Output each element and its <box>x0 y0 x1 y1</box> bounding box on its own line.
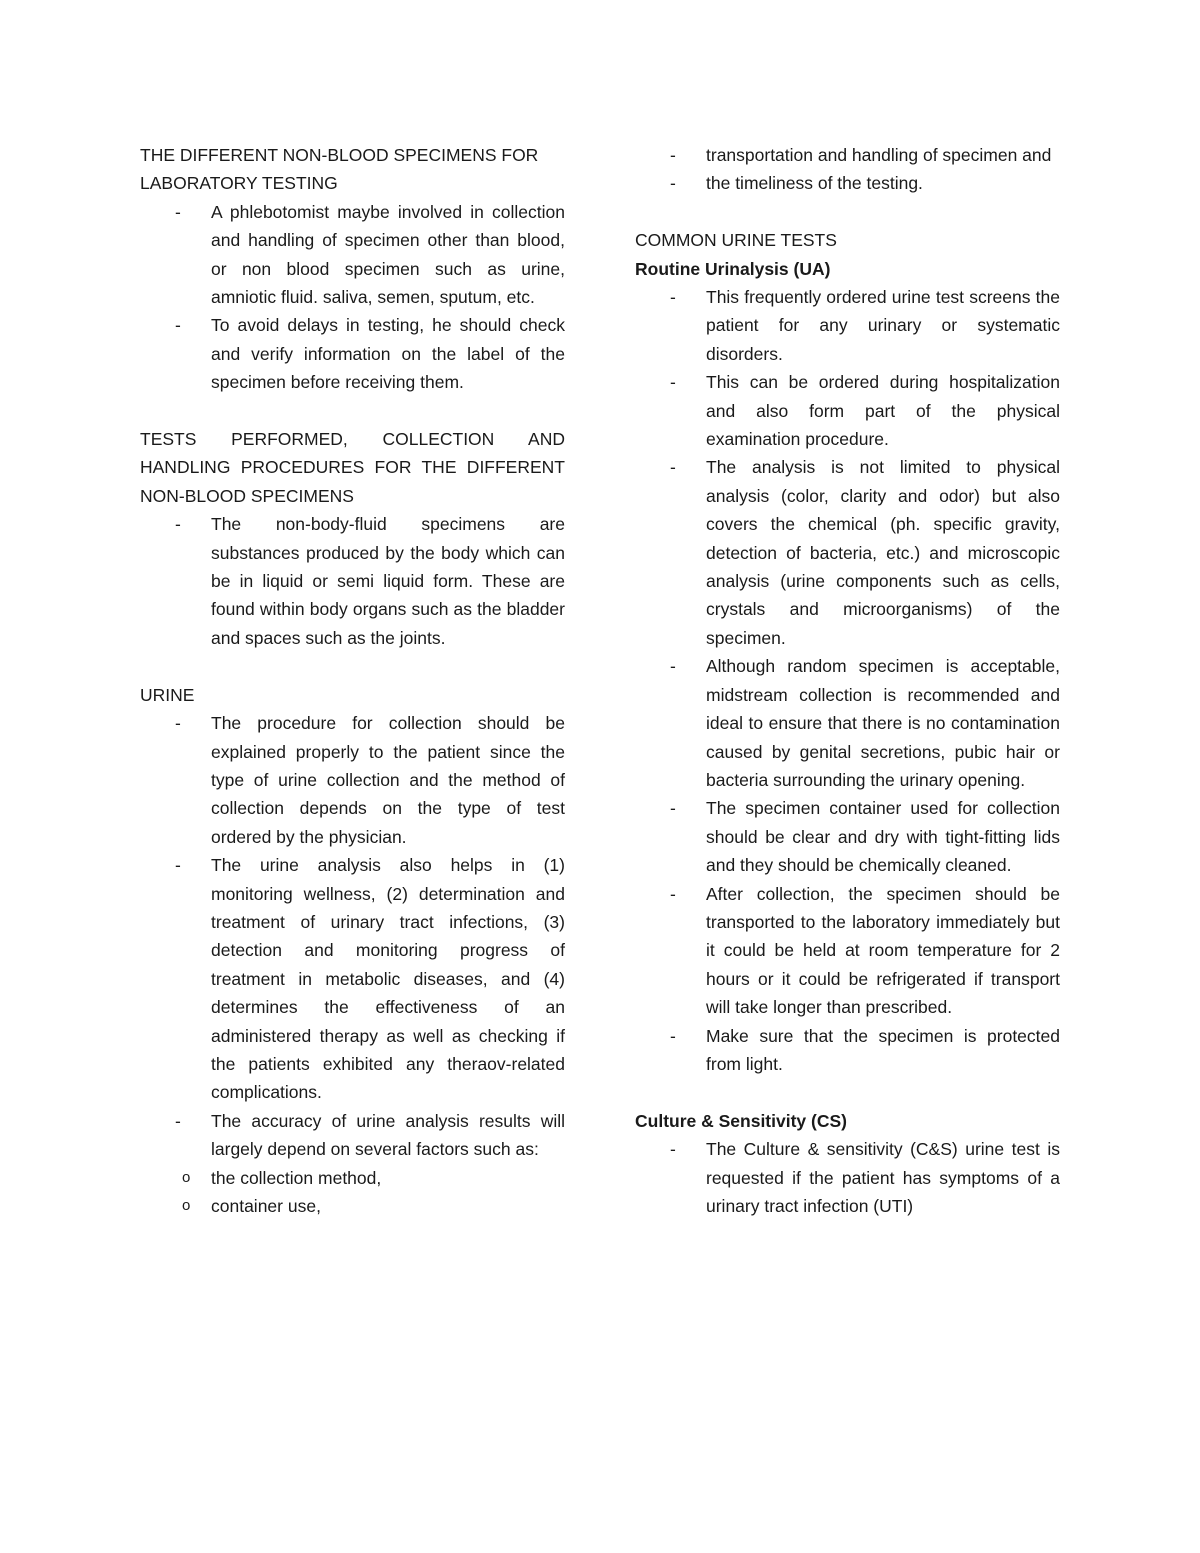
list-item-text: Make sure that the specimen is protected from light. <box>706 1025 1060 1074</box>
list-item <box>635 880 1060 1022</box>
section-title-common-urine-tests: COMMON URINE TESTS <box>635 230 837 251</box>
list-item-text: A phlebotomist maybe involved in collection and handling of specimen other than blood, or non blood specimen such as urine, amniotic fluid. saliva, semen, sputum, etc. <box>211 201 565 308</box>
circle-marker: o <box>182 1197 191 1214</box>
list-item-text: This can be ordered during hospitalization and also form part of the physical examination procedure. <box>706 372 1060 450</box>
dash-marker: - <box>670 372 676 393</box>
right-column <box>635 141 1060 1220</box>
dash-marker: - <box>175 1110 181 1131</box>
dash-marker: - <box>175 201 181 222</box>
list-item <box>635 368 1060 453</box>
subtitle-culture-sensitivity: Culture & Sensitivity (CS) <box>635 1110 847 1131</box>
sub-bullet-list <box>140 1164 565 1221</box>
dash-marker: - <box>670 173 676 194</box>
list-item <box>635 794 1060 879</box>
list-item-text: After collection, the specimen should be transported to the laboratory immediately but it could be held at room temperature for 2 hours or it could be refrigerated if transport will take longer than prescribed. <box>706 883 1060 1018</box>
list-item-text: The analysis is not limited to physical analysis (color, clarity and odor) but also covers the chemical (ph. specific gravity, detection of bacteria, etc.) and microscopic analysis (urine components such as cells, crystals and microorganisms) of the specimen. <box>706 457 1060 648</box>
bullet-list <box>635 283 1060 1078</box>
dash-marker: - <box>175 315 181 336</box>
list-item <box>140 198 565 312</box>
list-item <box>140 510 565 652</box>
sub-list-item-text: the collection method, <box>211 1167 382 1188</box>
list-item-text: The urine analysis also helps in (1) monitoring wellness, (2) determination and treatment of urinary tract infections, (3) detection and monitoring progress of treatment in metabolic diseases, and (4) determines the effectiveness of an administered therapy as well as checking if the patients exhibited any theraov-related complications. <box>211 855 565 1103</box>
list-item-text: To avoid delays in testing, he should check and verify information on the label of the specimen before receiving them. <box>211 315 565 393</box>
spacer <box>635 1078 1060 1106</box>
sub-list-item <box>140 1164 565 1192</box>
bullet-list-continued <box>635 141 1060 198</box>
list-item <box>140 851 565 1107</box>
bullet-list <box>140 709 565 1164</box>
left-column <box>140 141 565 1220</box>
section-title-tests-performed: TESTS PERFORMED, COLLECTION AND HANDLING PROCEDURES FOR THE DIFFERENT NON-BLOOD SPECIMENS <box>140 429 565 506</box>
list-item <box>635 141 1060 169</box>
dash-marker: - <box>175 514 181 535</box>
dash-marker: - <box>670 656 676 677</box>
spacer <box>635 198 1060 226</box>
bullet-list <box>635 1135 1060 1220</box>
list-item-text: the timeliness of the testing. <box>706 173 923 194</box>
list-item <box>140 311 565 396</box>
list-item <box>140 1107 565 1164</box>
dash-marker: - <box>670 1025 676 1046</box>
list-item <box>635 1022 1060 1079</box>
section-title-urine: URINE <box>140 684 195 705</box>
dash-marker: - <box>670 1139 676 1160</box>
subtitle-routine-urinalysis: Routine Urinalysis (UA) <box>635 258 831 279</box>
list-item <box>635 652 1060 794</box>
dash-marker: - <box>670 457 676 478</box>
list-item <box>635 169 1060 197</box>
list-item-text: The accuracy of urine analysis results will largely depend on several factors such as: <box>211 1110 565 1160</box>
list-item-text: Although random specimen is acceptable, midstream collection is recommended and ideal to ensure that there is no contamination caused by genital secretions, pubic hair or bacteria surrounding the urinary opening. <box>706 656 1060 790</box>
dash-marker: - <box>175 713 181 734</box>
dash-marker: - <box>670 883 676 904</box>
bullet-list <box>140 198 565 397</box>
list-item-text: transportation and handling of specimen and <box>706 145 1052 165</box>
sub-list-item <box>140 1192 565 1220</box>
list-item-text: This frequently ordered urine test screens the patient for any urinary or systematic disorders. <box>706 287 1060 364</box>
circle-marker: o <box>182 1168 191 1186</box>
list-item-text: The non-body-fluid specimens are substances produced by the body which can be in liquid or semi liquid form. These are found within body organs such as the bladder and spaces such as the joints. <box>211 514 565 648</box>
dash-marker: - <box>670 798 676 819</box>
dash-marker: - <box>670 145 676 165</box>
list-item-text: The procedure for collection should be explained properly to the patient since the type of urine collection and the method of collection depends on the type of test ordered by the physician. <box>211 713 565 847</box>
list-item-text: The specimen container used for collection should be clear and dry with tight-fitting lids and they should be chemically cleaned. <box>706 798 1060 876</box>
bullet-list <box>140 510 565 652</box>
section-title-non-blood-specimens: THE DIFFERENT NON-BLOOD SPECIMENS FOR LABORATORY TESTING <box>140 145 539 194</box>
sub-list-item-text: container use, <box>211 1196 321 1216</box>
list-item <box>140 709 565 851</box>
dash-marker: - <box>670 287 676 308</box>
spacer <box>140 397 565 425</box>
list-item <box>635 453 1060 652</box>
list-item <box>635 283 1060 368</box>
spacer <box>140 652 565 680</box>
list-item <box>635 1135 1060 1220</box>
dash-marker: - <box>175 855 181 876</box>
list-item-text: The Culture & sensitivity (C&S) urine test is requested if the patient has symptoms of a urinary tract infection (UTI) <box>706 1139 1060 1216</box>
